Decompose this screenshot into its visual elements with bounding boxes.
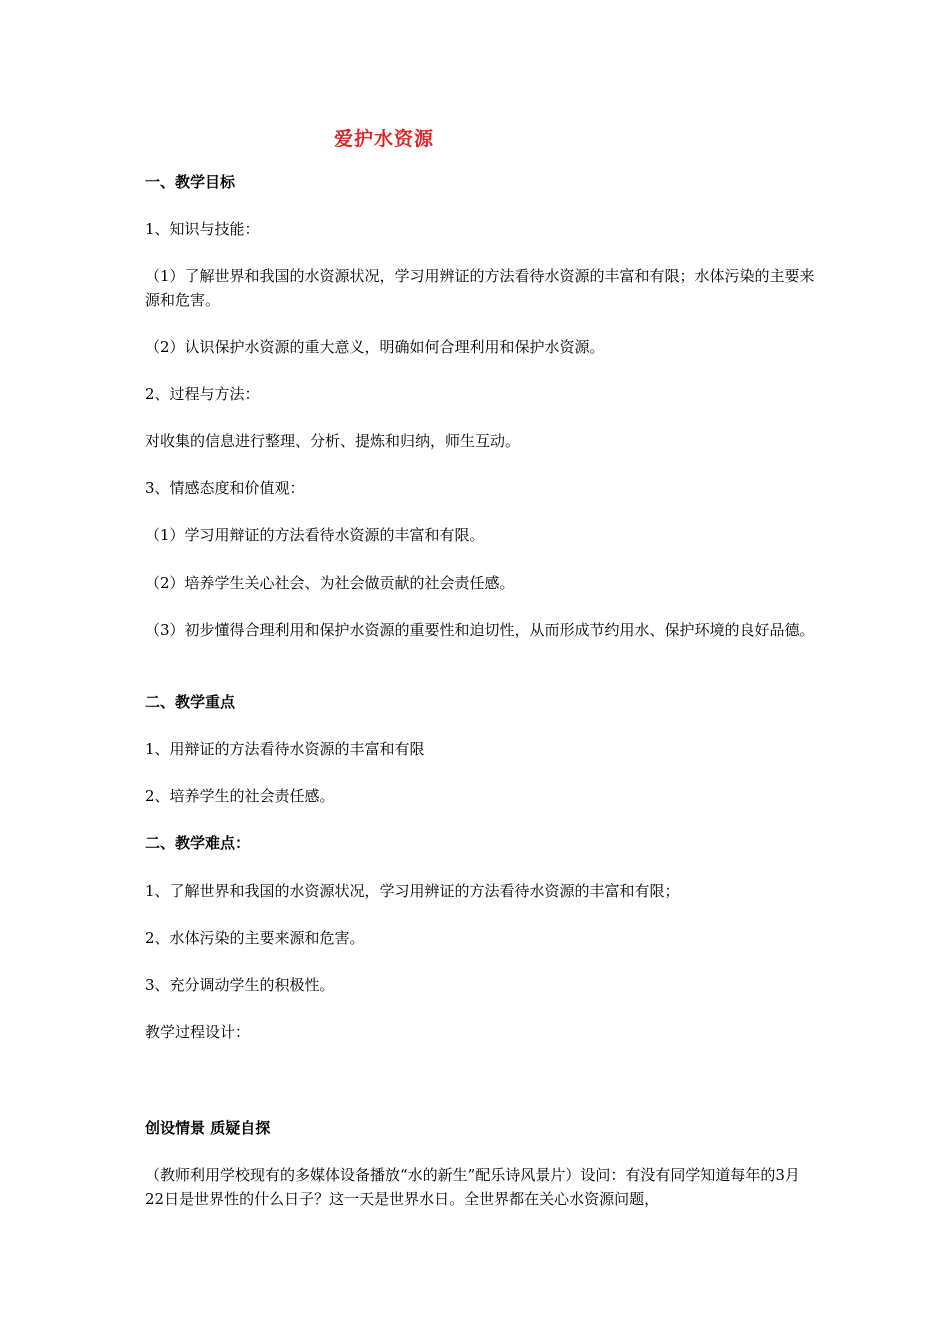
section-heading-difficulties: 二、教学难点：: [145, 834, 251, 852]
paragraph-emotion-2: （2）培养学生关心社会、为社会做贡献的社会责任感。: [145, 574, 515, 592]
paragraph-knowledge-1: （1）了解世界和我国的水资源状况，学习用辨证的方法看待水资源的丰富和有限；水体污染的主要来源和危害。: [145, 267, 815, 309]
paragraph-key-2: 2、培养学生的社会责任感。: [145, 787, 335, 805]
paragraph-emotion-1: （1）学习用辩证的方法看待水资源的丰富和有限。: [145, 526, 485, 544]
section-heading-goals: 一、教学目标: [145, 173, 236, 191]
subheading-knowledge: 1、知识与技能：: [145, 220, 260, 238]
paragraph-difficulty-1: 1、了解世界和我国的水资源状况，学习用辨证的方法看待水资源的丰富和有限；: [145, 882, 680, 900]
paragraph-scene: （教师利用学校现有的多媒体设备播放“水的新生”配乐诗风景片）设问：有没有同学知道每年的3月22日是世界性的什么日子？这一天是世界水日。全世界都在关心水资源问题，: [145, 1166, 800, 1208]
paragraph-design: 教学过程设计：: [145, 1023, 251, 1041]
paragraph-emotion-3: （3）初步懂得合理利用和保护水资源的重要性和迫切性，从而形成节约用水、保护环境的良好品德。: [145, 621, 815, 639]
paragraph-difficulty-3: 3、充分调动学生的积极性。: [145, 976, 335, 994]
paragraph-knowledge-2: （2）认识保护水资源的重大意义，明确如何合理利用和保护水资源。: [145, 338, 605, 356]
subheading-process: 2、过程与方法：: [145, 385, 260, 403]
paragraph-key-1: 1、用辩证的方法看待水资源的丰富和有限: [145, 740, 425, 758]
document-title: 爱护水资源: [334, 128, 435, 150]
subheading-emotion: 3、情感态度和价值观：: [145, 479, 305, 497]
section-heading-key-points: 二、教学重点: [145, 693, 236, 711]
section-heading-scene: 创设情景 质疑自探: [145, 1119, 271, 1137]
paragraph-difficulty-2: 2、水体污染的主要来源和危害。: [145, 929, 365, 947]
paragraph-process: 对收集的信息进行整理、分析、提炼和归纳，师生互动。: [145, 432, 521, 450]
